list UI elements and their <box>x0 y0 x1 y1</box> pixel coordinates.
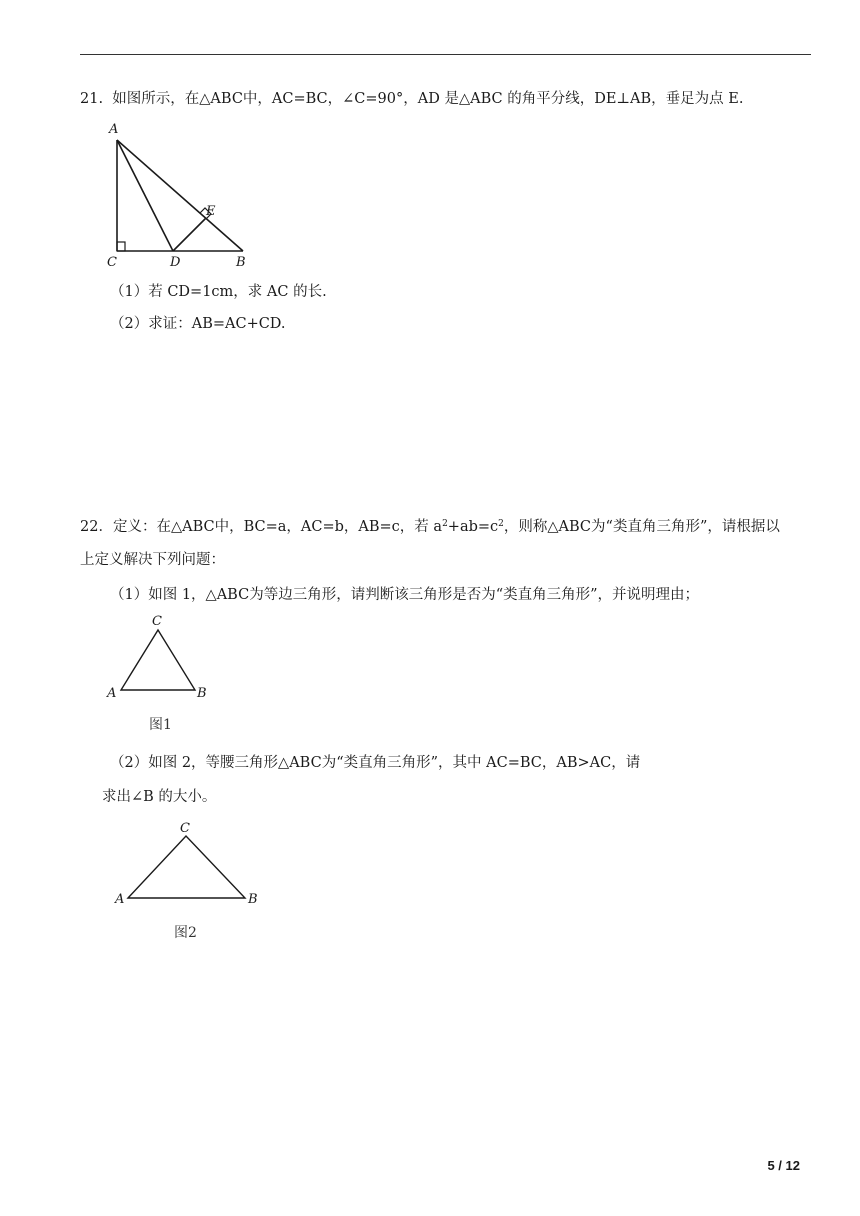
q22-sup2: 2 <box>498 519 504 529</box>
q22-stem-b: +ab=c <box>447 519 499 535</box>
q21-stem-text: 如图所示，在△ABC中，AC=BC，∠C=90°，AD 是△ABC 的角平分线，DE⊥AB，垂足为点 E. <box>112 91 744 107</box>
q22-stem-c: ，则称△ABC为“类直角三角形”，请根据以 <box>503 519 780 535</box>
fig1-caption: 图1 <box>149 717 172 733</box>
q21-label-a: A <box>109 122 119 137</box>
q21-label-c: C <box>107 255 117 270</box>
q22-stem-a: 22．定义：在△ABC中，BC=a，AC=b，AB=c，若 a <box>80 519 443 535</box>
q21-part1: （1）若 CD=1cm，求 AC 的长. <box>110 284 327 300</box>
q22-figure1 <box>100 608 220 703</box>
fig1-label-c: C <box>152 614 162 629</box>
q21-figure <box>100 120 260 275</box>
fig2-label-b: B <box>248 892 258 907</box>
q21-number: 21. <box>80 91 104 107</box>
q21-stem <box>80 92 743 107</box>
header-rule <box>80 54 811 55</box>
q21-label-d: D <box>170 255 181 270</box>
fig2-caption: 图2 <box>174 925 197 941</box>
fig1-label-a: A <box>107 686 117 701</box>
q21-part2: （2）求证：AB=AC+CD. <box>110 316 286 332</box>
q22-stem-line2: 上定义解决下列问题： <box>80 552 225 568</box>
q22-part1: （1）如图 1，△ABC为等边三角形，请判断该三角形是否为“类直角三角形”，并说明理由； <box>110 587 700 603</box>
fig1-label-b: B <box>197 686 207 701</box>
q22-part2-line1: （2）如图 2，等腰三角形△ABC为“类直角三角形”，其中 AC=BC，AB>AC，请 <box>110 755 641 771</box>
q22-sup1: 2 <box>442 519 448 529</box>
q22-figure2 <box>105 815 270 910</box>
q21-label-b: B <box>236 255 246 270</box>
fig2-label-c: C <box>180 821 190 836</box>
page-number: 5 / 12 <box>767 1158 800 1173</box>
q22-stem <box>80 520 780 535</box>
q22-part2-line2: 求出∠B 的大小。 <box>102 789 217 805</box>
fig2-label-a: A <box>115 892 125 907</box>
q21-label-e: E <box>206 204 216 219</box>
